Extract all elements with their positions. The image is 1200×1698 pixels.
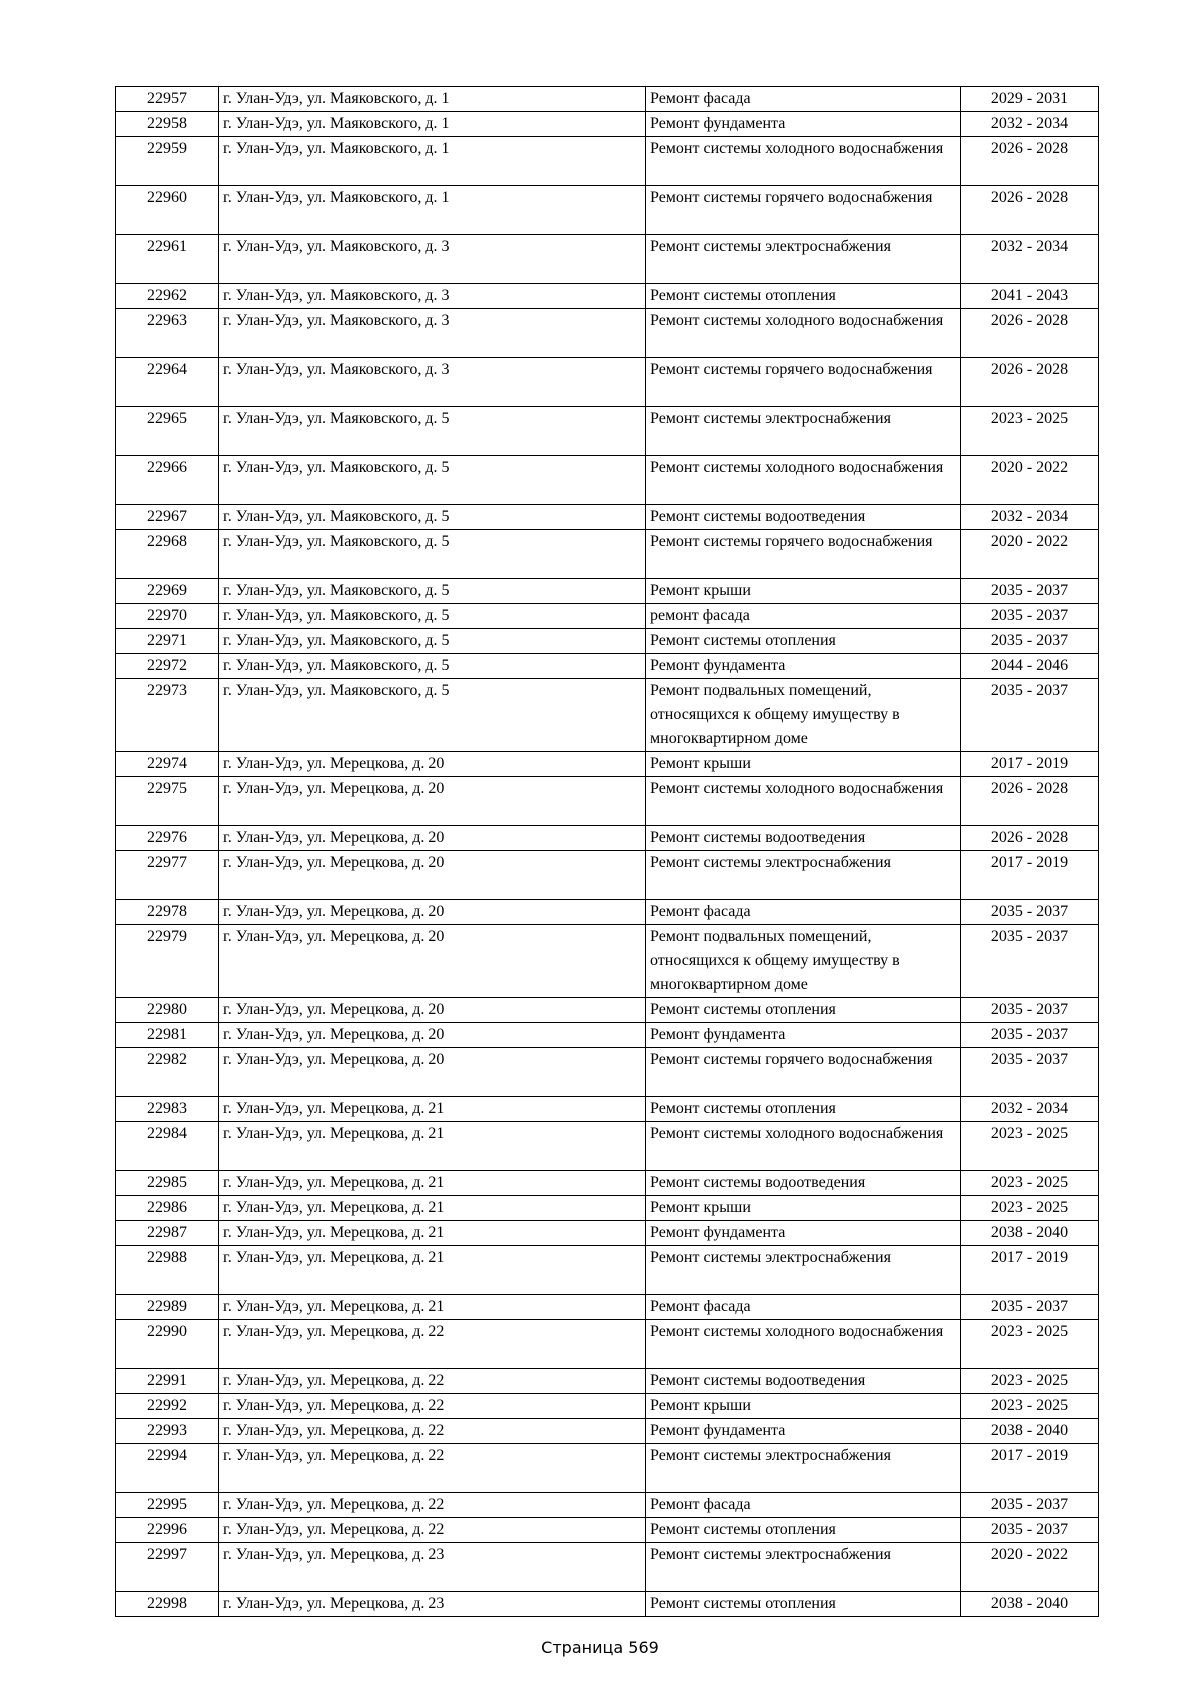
row-number: 22984 [116,1122,219,1171]
table-row [116,654,1099,679]
row-number: 22972 [116,654,219,679]
table-row [116,1493,1099,1518]
address-cell: г. Улан-Удэ, ул. Маяковского, д. 3 [219,235,646,284]
period-cell: 2035 - 2037 [961,1518,1099,1543]
work-type-cell: Ремонт фундамента [646,1419,961,1444]
row-number: 22982 [116,1048,219,1097]
work-type-cell: Ремонт подвальных помещений, относящихся к общему имуществу в многоквартирном доме [646,679,961,752]
address-cell: г. Улан-Удэ, ул. Мерецкова, д. 21 [219,1246,646,1295]
period-cell: 2038 - 2040 [961,1592,1099,1617]
address-cell: г. Улан-Удэ, ул. Маяковского, д. 5 [219,579,646,604]
table-row [116,137,1099,186]
table-row [116,925,1099,998]
work-type-cell: Ремонт фасада [646,900,961,925]
row-number: 22986 [116,1196,219,1221]
table-row [116,505,1099,530]
row-number: 22997 [116,1543,219,1592]
period-cell: 2017 - 2019 [961,752,1099,777]
work-type-cell: Ремонт системы электроснабжения [646,1246,961,1295]
table-row [116,1369,1099,1394]
row-number: 22961 [116,235,219,284]
period-cell: 2032 - 2034 [961,1097,1099,1122]
address-cell: г. Улан-Удэ, ул. Маяковского, д. 1 [219,112,646,137]
address-cell: г. Улан-Удэ, ул. Мерецкова, д. 23 [219,1543,646,1592]
address-cell: г. Улан-Удэ, ул. Маяковского, д. 3 [219,358,646,407]
period-cell: 2035 - 2037 [961,629,1099,654]
period-cell: 2023 - 2025 [961,1394,1099,1419]
row-number: 22959 [116,137,219,186]
work-type-cell: Ремонт крыши [646,579,961,604]
work-type-cell: Ремонт системы водоотведения [646,826,961,851]
table-row [116,1419,1099,1444]
period-cell: 2035 - 2037 [961,925,1099,998]
table-row [116,826,1099,851]
address-cell: г. Улан-Удэ, ул. Мерецкова, д. 20 [219,1048,646,1097]
address-cell: г. Улан-Удэ, ул. Мерецкова, д. 22 [219,1320,646,1369]
period-cell: 2017 - 2019 [961,851,1099,900]
work-type-cell: Ремонт системы горячего водоснабжения [646,186,961,235]
row-number: 22963 [116,309,219,358]
page-number: Страница 569 [541,1638,659,1657]
address-cell: г. Улан-Удэ, ул. Мерецкова, д. 20 [219,998,646,1023]
row-number: 22975 [116,777,219,826]
row-number: 22995 [116,1493,219,1518]
work-type-cell: Ремонт крыши [646,752,961,777]
period-cell: 2017 - 2019 [961,1444,1099,1493]
work-type-cell: Ремонт фасада [646,1493,961,1518]
row-number: 22992 [116,1394,219,1419]
address-cell: г. Улан-Удэ, ул. Мерецкова, д. 22 [219,1444,646,1493]
table-row [116,530,1099,579]
table-row [116,284,1099,309]
table-row [116,851,1099,900]
table-row [116,1023,1099,1048]
period-cell: 2026 - 2028 [961,358,1099,407]
address-cell: г. Улан-Удэ, ул. Маяковского, д. 1 [219,137,646,186]
period-cell: 2026 - 2028 [961,137,1099,186]
address-cell: г. Улан-Удэ, ул. Мерецкова, д. 20 [219,1023,646,1048]
work-type-cell: Ремонт фундамента [646,112,961,137]
period-cell: 2017 - 2019 [961,1246,1099,1295]
row-number: 22987 [116,1221,219,1246]
period-cell: 2026 - 2028 [961,186,1099,235]
table-row [116,1394,1099,1419]
row-number: 22969 [116,579,219,604]
work-type-cell: Ремонт системы отопления [646,1518,961,1543]
work-type-cell: Ремонт системы электроснабжения [646,1543,961,1592]
row-number: 22960 [116,186,219,235]
address-cell: г. Улан-Удэ, ул. Мерецкова, д. 21 [219,1295,646,1320]
row-number: 22985 [116,1171,219,1196]
table-row [116,407,1099,456]
period-cell: 2035 - 2037 [961,579,1099,604]
row-number: 22978 [116,900,219,925]
row-number: 22990 [116,1320,219,1369]
period-cell: 2032 - 2034 [961,505,1099,530]
row-number: 22977 [116,851,219,900]
row-number: 22976 [116,826,219,851]
work-type-cell: Ремонт системы отопления [646,1097,961,1122]
work-type-cell: Ремонт системы холодного водоснабжения [646,456,961,505]
address-cell: г. Улан-Удэ, ул. Маяковского, д. 1 [219,87,646,112]
table-row [116,456,1099,505]
period-cell: 2038 - 2040 [961,1221,1099,1246]
row-number: 22958 [116,112,219,137]
row-number: 22998 [116,1592,219,1617]
address-cell: г. Улан-Удэ, ул. Мерецкова, д. 21 [219,1221,646,1246]
work-type-cell: Ремонт системы отопления [646,998,961,1023]
address-cell: г. Улан-Удэ, ул. Маяковского, д. 5 [219,604,646,629]
table-row [116,1246,1099,1295]
work-type-cell: Ремонт системы водоотведения [646,1171,961,1196]
address-cell: г. Улан-Удэ, ул. Мерецкова, д. 20 [219,777,646,826]
work-type-cell: Ремонт фундамента [646,1023,961,1048]
work-type-cell: Ремонт системы холодного водоснабжения [646,777,961,826]
row-number: 22988 [116,1246,219,1295]
address-cell: г. Улан-Удэ, ул. Мерецкова, д. 22 [219,1419,646,1444]
row-number: 22971 [116,629,219,654]
work-type-cell: Ремонт системы водоотведения [646,505,961,530]
work-type-cell: Ремонт системы холодного водоснабжения [646,1320,961,1369]
address-cell: г. Улан-Удэ, ул. Мерецкова, д. 22 [219,1518,646,1543]
repair-schedule-table [115,86,1099,1617]
period-cell: 2029 - 2031 [961,87,1099,112]
table-row [116,679,1099,752]
table-row [116,186,1099,235]
address-cell: г. Улан-Удэ, ул. Маяковского, д. 5 [219,629,646,654]
address-cell: г. Улан-Удэ, ул. Мерецкова, д. 20 [219,851,646,900]
work-type-cell: Ремонт системы водоотведения [646,1369,961,1394]
work-type-cell: Ремонт фундамента [646,654,961,679]
work-type-cell: Ремонт системы электроснабжения [646,851,961,900]
table-row [116,87,1099,112]
row-number: 22989 [116,1295,219,1320]
table-row [116,1518,1099,1543]
table-row [116,309,1099,358]
address-cell: г. Улан-Удэ, ул. Маяковского, д. 3 [219,309,646,358]
table-row [116,112,1099,137]
period-cell: 2035 - 2037 [961,1493,1099,1518]
table-row [116,1320,1099,1369]
address-cell: г. Улан-Удэ, ул. Мерецкова, д. 20 [219,900,646,925]
row-number: 22994 [116,1444,219,1493]
table-row [116,1048,1099,1097]
row-number: 22970 [116,604,219,629]
table-row [116,1171,1099,1196]
row-number: 22964 [116,358,219,407]
table-row [116,1543,1099,1592]
table-row [116,752,1099,777]
work-type-cell: Ремонт системы электроснабжения [646,1444,961,1493]
period-cell: 2032 - 2034 [961,235,1099,284]
address-cell: г. Улан-Удэ, ул. Мерецкова, д. 22 [219,1369,646,1394]
work-type-cell: Ремонт фасада [646,1295,961,1320]
work-type-cell: Ремонт системы отопления [646,284,961,309]
address-cell: г. Улан-Удэ, ул. Маяковского, д. 5 [219,456,646,505]
address-cell: г. Улан-Удэ, ул. Маяковского, д. 5 [219,530,646,579]
table-row [116,358,1099,407]
period-cell: 2035 - 2037 [961,1023,1099,1048]
work-type-cell: Ремонт крыши [646,1394,961,1419]
table-row [116,1097,1099,1122]
period-cell: 2035 - 2037 [961,998,1099,1023]
row-number: 22991 [116,1369,219,1394]
period-cell: 2023 - 2025 [961,1171,1099,1196]
table-row [116,579,1099,604]
row-number: 22965 [116,407,219,456]
address-cell: г. Улан-Удэ, ул. Маяковского, д. 5 [219,679,646,752]
address-cell: г. Улан-Удэ, ул. Маяковского, д. 5 [219,505,646,530]
work-type-cell: Ремонт системы горячего водоснабжения [646,1048,961,1097]
address-cell: г. Улан-Удэ, ул. Мерецкова, д. 21 [219,1097,646,1122]
work-type-cell: Ремонт фасада [646,87,961,112]
work-type-cell: Ремонт системы холодного водоснабжения [646,309,961,358]
table-row [116,629,1099,654]
table-row [116,1221,1099,1246]
address-cell: г. Улан-Удэ, ул. Маяковского, д. 5 [219,407,646,456]
address-cell: г. Улан-Удэ, ул. Мерецкова, д. 21 [219,1171,646,1196]
table-row [116,604,1099,629]
period-cell: 2035 - 2037 [961,604,1099,629]
table-row [116,998,1099,1023]
address-cell: г. Улан-Удэ, ул. Мерецкова, д. 21 [219,1196,646,1221]
table-row [116,1295,1099,1320]
address-cell: г. Улан-Удэ, ул. Мерецкова, д. 20 [219,752,646,777]
work-type-cell: ремонт фасада [646,604,961,629]
work-type-cell: Ремонт системы отопления [646,1592,961,1617]
period-cell: 2023 - 2025 [961,1320,1099,1369]
address-cell: г. Улан-Удэ, ул. Мерецкова, д. 23 [219,1592,646,1617]
address-cell: г. Улан-Удэ, ул. Мерецкова, д. 20 [219,925,646,998]
work-type-cell: Ремонт подвальных помещений, относящихся к общему имуществу в многоквартирном доме [646,925,961,998]
row-number: 22968 [116,530,219,579]
period-cell: 2023 - 2025 [961,407,1099,456]
row-number: 22974 [116,752,219,777]
address-cell: г. Улан-Удэ, ул. Маяковского, д. 5 [219,654,646,679]
table-row [116,1122,1099,1171]
table-row [116,777,1099,826]
row-number: 22981 [116,1023,219,1048]
table-row [116,1196,1099,1221]
row-number: 22966 [116,456,219,505]
period-cell: 2023 - 2025 [961,1196,1099,1221]
period-cell: 2023 - 2025 [961,1369,1099,1394]
address-cell: г. Улан-Удэ, ул. Маяковского, д. 3 [219,284,646,309]
work-type-cell: Ремонт крыши [646,1196,961,1221]
period-cell: 2035 - 2037 [961,1295,1099,1320]
period-cell: 2020 - 2022 [961,530,1099,579]
work-type-cell: Ремонт системы горячего водоснабжения [646,358,961,407]
address-cell: г. Улан-Удэ, ул. Маяковского, д. 1 [219,186,646,235]
row-number: 22996 [116,1518,219,1543]
period-cell: 2026 - 2028 [961,777,1099,826]
table-row [116,1444,1099,1493]
work-type-cell: Ремонт системы отопления [646,629,961,654]
row-number: 22962 [116,284,219,309]
period-cell: 2038 - 2040 [961,1419,1099,1444]
row-number: 22993 [116,1419,219,1444]
work-type-cell: Ремонт фундамента [646,1221,961,1246]
period-cell: 2023 - 2025 [961,1122,1099,1171]
row-number: 22983 [116,1097,219,1122]
period-cell: 2035 - 2037 [961,900,1099,925]
period-cell: 2035 - 2037 [961,1048,1099,1097]
address-cell: г. Улан-Удэ, ул. Мерецкова, д. 21 [219,1122,646,1171]
work-type-cell: Ремонт системы электроснабжения [646,407,961,456]
row-number: 22979 [116,925,219,998]
period-cell: 2041 - 2043 [961,284,1099,309]
period-cell: 2026 - 2028 [961,826,1099,851]
period-cell: 2035 - 2037 [961,679,1099,752]
work-type-cell: Ремонт системы холодного водоснабжения [646,1122,961,1171]
table-row [116,900,1099,925]
address-cell: г. Улан-Удэ, ул. Мерецкова, д. 20 [219,826,646,851]
period-cell: 2020 - 2022 [961,1543,1099,1592]
work-type-cell: Ремонт системы электроснабжения [646,235,961,284]
table-body [116,87,1099,1617]
period-cell: 2020 - 2022 [961,456,1099,505]
row-number: 22957 [116,87,219,112]
period-cell: 2044 - 2046 [961,654,1099,679]
row-number: 22980 [116,998,219,1023]
period-cell: 2032 - 2034 [961,112,1099,137]
address-cell: г. Улан-Удэ, ул. Мерецкова, д. 22 [219,1394,646,1419]
row-number: 22967 [116,505,219,530]
work-type-cell: Ремонт системы горячего водоснабжения [646,530,961,579]
table-row [116,1592,1099,1617]
table-row [116,235,1099,284]
row-number: 22973 [116,679,219,752]
address-cell: г. Улан-Удэ, ул. Мерецкова, д. 22 [219,1493,646,1518]
work-type-cell: Ремонт системы холодного водоснабжения [646,137,961,186]
period-cell: 2026 - 2028 [961,309,1099,358]
